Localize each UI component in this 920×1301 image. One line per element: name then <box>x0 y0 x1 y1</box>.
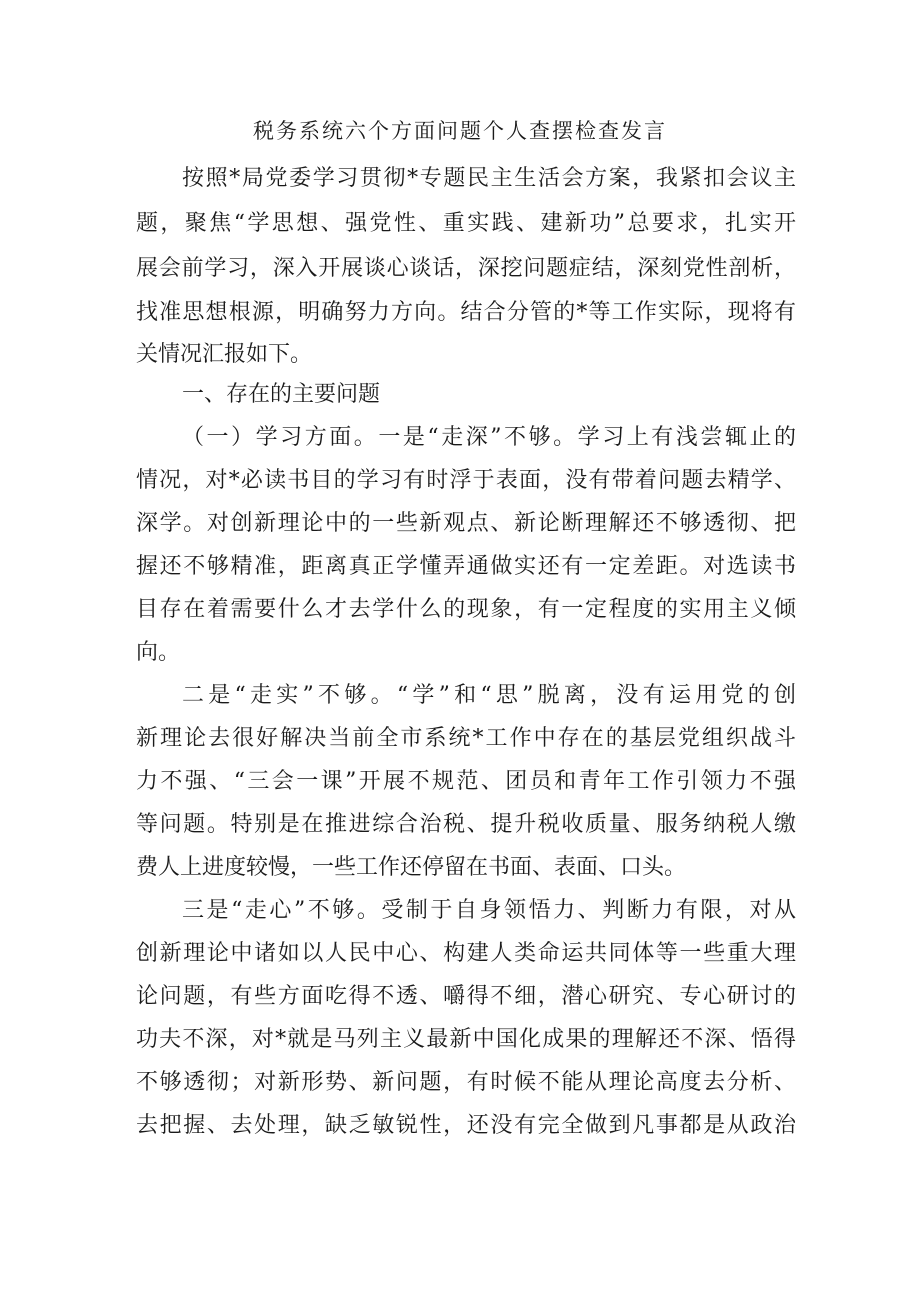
paragraph-line: 题，聚焦“学思想、强党性、重实践、建新功”总要求，扎实开 <box>136 211 796 236</box>
paragraph-line: 情况，对*必读书目的学习有时浮于表面，没有带着问题去精学、 <box>136 468 796 493</box>
paragraph-line: 功夫不深，对*就是马列主义最新中国化成果的理解还不深、悟得 <box>136 1027 796 1052</box>
paragraph-line: 费人上进度较慢，一些工作还停留在书面、表面、口头。 <box>136 855 687 880</box>
paragraph-line: 找准思想根源，明确努力方向。结合分管的*等工作实际，现将有 <box>136 300 796 325</box>
paragraph-line: 握还不够精准，距离真正学懂弄通做实还有一定差距。对选读书 <box>136 554 796 579</box>
paragraph-line: 等问题。特别是在推进综合治税、提升税收质量、服务纳税人缴 <box>136 812 796 837</box>
paragraph-line: 力不强、“三会一课”开展不规范、团员和青年工作引领力不强 <box>136 769 796 794</box>
paragraph-line: 创新理论中诸如以人民中心、构建人类命运共同体等一些重大理 <box>136 941 796 966</box>
paragraph-line: 关情况汇报如下。 <box>136 342 313 367</box>
paragraph-line: （一）学习方面。一是“走深”不够。学习上有浅尝辄止的 <box>182 425 796 450</box>
paragraph-line: 深学。对创新理论中的一些新观点、新论断理解还不够透彻、把 <box>136 511 796 536</box>
paragraph-line: 向。 <box>136 640 181 665</box>
paragraph-line: 新理论去很好解决当前全市系统*工作中存在的基层党组织战斗 <box>136 726 796 751</box>
paragraph-line: 去把握、去处理，缺乏敏锐性，还没有完全做到凡事都是从政治 <box>136 1113 796 1138</box>
paragraph-line: 论问题，有些方面吃得不透、嚼得不细，潜心研究、专心研讨的 <box>136 984 796 1009</box>
paragraph-line: 三是“走心”不够。受制于自身领悟力、判断力有限，对从 <box>182 898 796 923</box>
section-heading: 一、存在的主要问题 <box>182 382 381 407</box>
paragraph-line: 二是“走实”不够。“学”和“思”脱离，没有运用党的创 <box>182 683 796 708</box>
paragraph-line: 按照*局党委学习贯彻*专题民主生活会方案，我紧扣会议主 <box>182 166 796 191</box>
document-title: 税务系统六个方面问题个人查摆检查发言 <box>253 119 667 143</box>
paragraph-line: 展会前学习，深入开展谈心谈话，深挖问题症结，深刻党性剖析， <box>136 256 796 281</box>
paragraph-line: 目存在着需要什么才去学什么的现象，有一定程度的实用主义倾 <box>136 597 796 622</box>
paragraph-line: 不够透彻；对新形势、新问题，有时候不能从理论高度去分析、 <box>136 1070 796 1095</box>
